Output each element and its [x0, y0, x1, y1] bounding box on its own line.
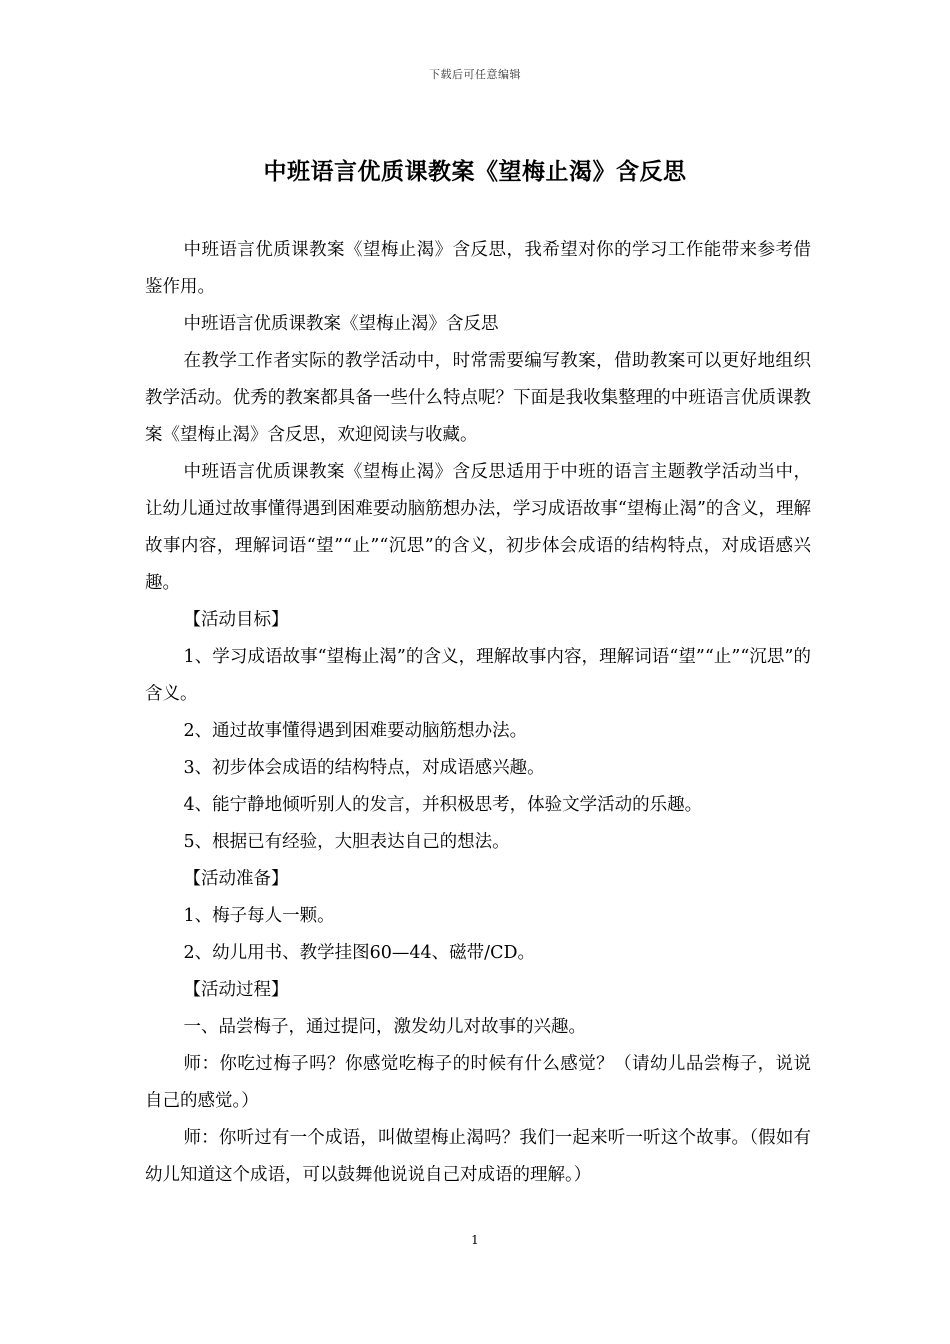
process-step-1: 一、品尝梅子，通过提问，激发幼儿对故事的兴趣。	[183, 1017, 586, 1037]
goal-item-1: 1、学习成语故事“望梅止渴”的含义，理解故事内容，理解词语“望”“止”“沉思”的含义。	[145, 647, 811, 704]
section-heading-goals: 【活动目标】	[183, 610, 289, 630]
teacher-dialogue-2: 师：你听过有一个成语，叫做望梅止渴吗？我们一起来听一听这个故事。（假如有幼儿知道这个成语，可以鼓舞他说说自己对成语的理解。）	[145, 1128, 811, 1185]
preparation-item-2: 2、幼儿用书、教学挂图60—44、磁带/CD。	[183, 943, 535, 963]
document-title: 中班语言优质课教案《望梅止渴》含反思	[263, 158, 687, 185]
paragraph-overview: 中班语言优质课教案《望梅止渴》含反思适用于中班的语言主题教学活动当中，让幼儿通过故事懂得遇到困难要动脑筋想办法，学习成语故事“望梅止渴”的含义，理解故事内容，理解词语“望”“止”“沉思”的含义，初步体会成语的结构特点，对成语感兴趣。	[145, 462, 811, 593]
paragraph-preface: 在教学工作者实际的教学活动中，时常需要编写教案，借助教案可以更好地组织教学活动。优秀的教案都具备一些什么特点呢？下面是我收集整理的中班语言优质课教案《望梅止渴》含反思，欢迎阅读与收藏。	[145, 351, 811, 445]
goal-item-2: 2、通过故事懂得遇到困难要动脑筋想办法。	[183, 721, 528, 741]
page-number: 1	[471, 1233, 479, 1247]
teacher-dialogue-1: 师：你吃过梅子吗？你感觉吃梅子的时候有什么感觉？（请幼儿品尝梅子，说说自己的感觉。）	[145, 1054, 811, 1111]
document-body	[145, 232, 811, 1194]
paragraph-subtitle: 中班语言优质课教案《望梅止渴》含反思	[183, 314, 499, 334]
section-heading-process: 【活动过程】	[183, 980, 289, 1000]
header-note: 下载后可任意编辑	[429, 68, 521, 81]
section-heading-preparation: 【活动准备】	[183, 869, 289, 889]
goal-item-5: 5、根据已有经验，大胆表达自己的想法。	[183, 832, 510, 852]
preparation-item-1: 1、梅子每人一颗。	[183, 906, 335, 926]
paragraph-intro: 中班语言优质课教案《望梅止渴》含反思，我希望对你的学习工作能带来参考借鉴作用。	[145, 240, 811, 297]
goal-item-4: 4、能宁静地倾听别人的发言，并积极思考，体验文学活动的乐趣。	[183, 795, 703, 815]
goal-item-3: 3、初步体会成语的结构特点，对成语感兴趣。	[183, 758, 545, 778]
